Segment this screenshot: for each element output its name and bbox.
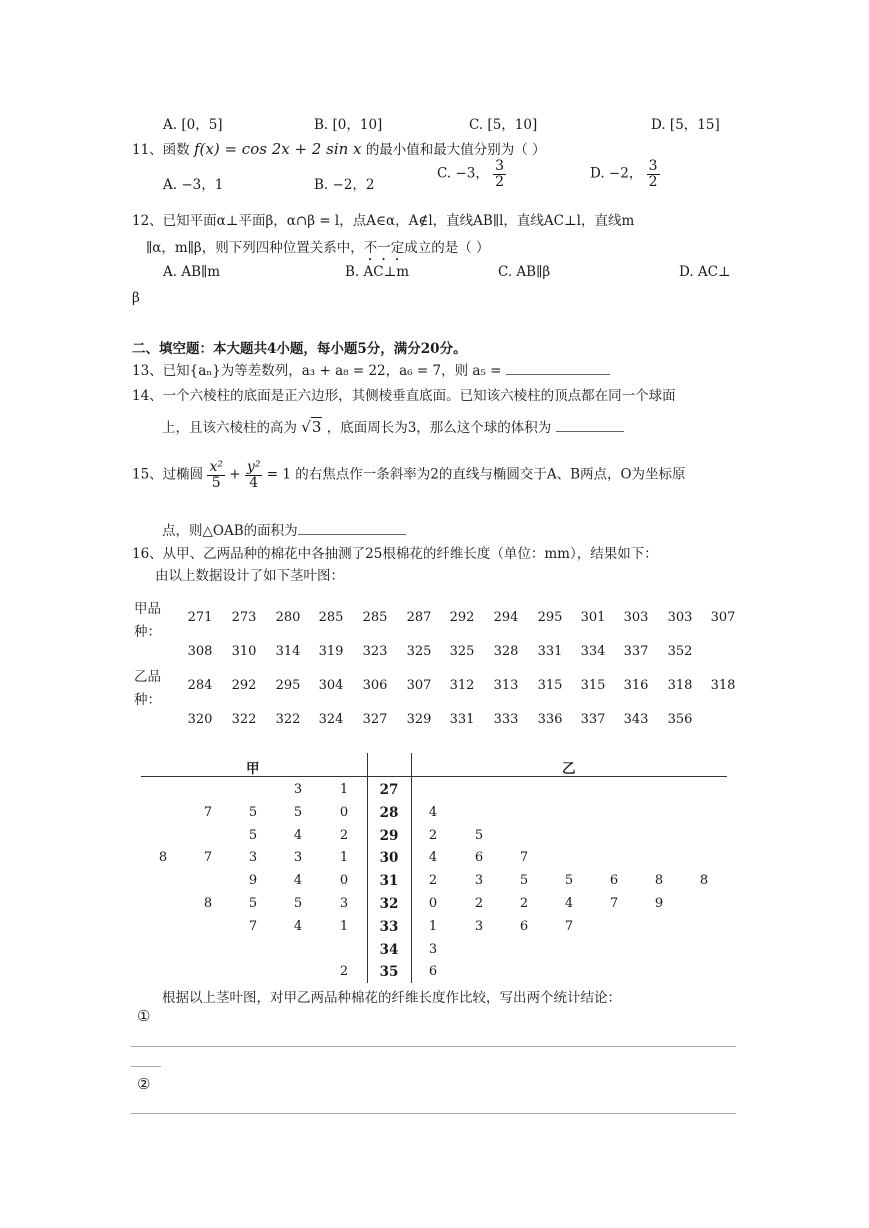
data-cell: 318 [710,678,736,693]
right-leaf: 2 [519,896,529,911]
data-cell: 324 [318,712,344,727]
data-cell: 285 [318,610,344,625]
stemleaf-left-header: 甲 [246,761,260,777]
left-leaf: 5 [248,827,258,843]
answer-line-2[interactable] [131,1113,736,1114]
right-leaf: 7 [609,896,619,911]
q11-suffix: 的最小值和最大值分别为（ ） [365,142,546,158]
right-leaf: 8 [699,873,709,889]
fraction-denominator: 2 [648,173,658,190]
left-leaf: 0 [339,804,349,820]
stem-value: 30 [379,850,399,867]
stem-value: 28 [379,804,399,821]
q12-option-a: A. AB∥m [163,264,221,280]
data-cell: 301 [580,610,606,625]
right-leaf: 3 [428,941,438,957]
fraction-numerator: 3 [648,158,658,174]
data-cell: 280 [275,610,301,625]
right-leaf: 6 [474,850,484,866]
stemleaf-right-header: 乙 [562,761,576,777]
q11-question [132,138,546,158]
right-leaf: 3 [474,873,484,889]
right-leaf: 6 [519,918,529,934]
fraction-denominator: 5 [211,474,221,491]
stem-value: 32 [379,896,399,912]
right-leaf: 4 [428,804,438,820]
q14-line2-suffix: ，底面周长为3，那么这个球的体积为 [326,420,556,436]
left-leaf: 0 [339,873,349,889]
right-leaf: 9 [654,896,664,911]
q15-prefix: 15、过椭圆 [132,466,204,483]
right-leaf: 2 [428,827,438,843]
left-leaf: 4 [293,918,303,934]
q15-answer-blank[interactable] [298,534,406,535]
q11-option-d [590,159,660,189]
q11-option-d-prefix: D. −2， [590,165,643,182]
q12-option-b: B. AC⊥m [345,264,410,280]
sqrt-radicand: 3 [311,418,322,436]
stem-value: 33 [379,918,399,935]
left-leaf: 8 [203,896,213,911]
stemleaf-header-divider [141,776,727,777]
q11-option-b: B. −2，2 [314,177,375,193]
q11-option-a: A. −3，1 [163,177,224,193]
q11-option-d-fraction [647,159,660,189]
right-leaf: 5 [474,827,484,843]
data-cell: 284 [187,678,213,693]
left-leaf: 1 [339,782,349,797]
data-cell: 307 [406,678,432,693]
plus-sign: + [229,466,241,483]
q15-suffix: 的右焦点作一条斜率为2的直线与椭圆交于A、B两点，O为坐标原 [295,466,686,483]
right-leaf: 6 [428,964,438,980]
right-leaf: 4 [428,850,438,866]
right-leaf: 8 [654,873,664,889]
left-leaf: 7 [248,918,258,934]
ellipse-term-x [207,460,225,490]
left-leaf: 3 [293,850,303,866]
q13-answer-blank[interactable] [506,374,610,375]
data-cell: 325 [406,644,432,659]
left-leaf: 3 [248,850,258,866]
q12-line1: 12、已知平面α⊥平面β，α∩β = l，点A∈α，A∉l，直线AB∥l，直线AC⊥l，直线m [132,213,635,229]
ellipse-term-y [245,460,263,490]
q12-option-c: C. AB∥β [498,264,551,280]
data-cell: 336 [537,712,563,727]
data-cell: 329 [406,712,432,727]
right-leaf: 4 [564,896,574,911]
fraction-numerator: y² [246,459,261,475]
left-leaf: 3 [293,782,303,797]
left-leaf: 5 [248,804,258,820]
data-cell: 308 [187,644,213,659]
data-cell: 303 [667,610,693,625]
right-leaf: 6 [609,873,619,889]
stem-value: 35 [379,964,399,981]
q12-line2-prefix: ∥α，m∥β，则下列四种位置关系中， [146,240,364,256]
data-cell: 333 [493,712,519,727]
q16-line1: 16、从甲、乙两品种的棉花中各抽测了25根棉花的纤维长度（单位：mm），结果如下： [132,546,658,562]
left-leaf: 4 [293,873,303,889]
left-leaf: 8 [158,850,168,866]
stem-value: 29 [379,827,399,844]
data-cell: 315 [580,678,606,693]
data-cell: 315 [537,678,563,693]
left-leaf: 2 [339,964,349,980]
q12-option-d-wrap: β [132,290,140,306]
q11-prefix: 11、函数 [132,142,190,158]
yi-label-1: 乙品 [134,669,161,685]
q11-option-c-prefix: C. −3， [437,165,489,182]
q11-option-c-fraction [493,159,506,189]
q11-function: f(x) = cos 2x + 2 sin x [193,140,362,158]
data-cell: 352 [667,644,693,659]
stem-value: 31 [379,873,399,890]
q10-option-d: D. [5，15] [651,117,720,133]
right-leaf: 2 [428,873,438,889]
data-cell: 314 [275,644,301,659]
data-cell: 323 [362,644,388,659]
data-cell: 322 [231,712,257,727]
q12-option-d: D. AC⊥ [679,264,731,280]
q10-option-a: A. [0，5] [163,117,223,133]
conclusion-marker-1: ① [137,1007,151,1025]
conclusion-prompt: 根据以上茎叶图，对甲乙两品种棉花的纤维长度作比较，写出两个统计结论： [162,990,621,1006]
data-cell: 313 [493,678,519,693]
fraction-numerator: x² [209,459,223,475]
data-cell: 331 [449,712,475,727]
fraction-numerator: 3 [495,158,505,174]
data-cell: 304 [318,678,344,693]
q14-line1: 14、一个六棱柱的底面是正六边形，其侧棱垂直底面。已知该六棱柱的顶点都在同一个球面 [132,388,676,404]
sqrt-symbol: √3 [301,418,322,436]
conclusion-marker-2: ② [137,1075,151,1093]
right-leaf: 3 [474,918,484,934]
q13-text: 13、已知{aₙ}为等差数列，a₃ + a₈ = 22，a₆ = 7，则 a₅ = [132,363,506,379]
data-cell: 328 [493,644,519,659]
q11-option-c [437,159,506,189]
right-leaf: 7 [564,918,574,934]
data-cell: 337 [580,712,606,727]
data-cell: 320 [187,712,213,727]
answer-line-1[interactable] [131,1046,736,1047]
data-cell: 318 [667,678,693,693]
yi-label-2: 种： [134,692,161,708]
left-leaf: 4 [293,827,303,843]
q12-line2 [146,236,490,264]
q10-option-c: C. [5，10] [469,117,538,133]
data-cell: 356 [667,712,693,727]
left-leaf: 7 [203,804,213,820]
data-cell: 343 [623,712,649,727]
data-cell: 295 [537,610,563,625]
section-title: 二、填空题：本大题共4小题，每小题5分，满分20分。 [132,341,467,357]
data-cell: 331 [537,644,563,659]
q14-answer-blank[interactable] [556,431,624,432]
data-cell: 307 [710,610,736,625]
left-leaf: 5 [293,804,303,820]
stem-value: 27 [379,782,399,798]
right-leaf: 7 [519,850,529,866]
data-cell: 295 [275,678,301,693]
left-leaf: 9 [248,873,258,889]
data-cell: 271 [187,610,213,625]
left-leaf: 3 [339,896,349,911]
fraction-denominator: 4 [249,474,259,491]
stem-value: 34 [379,941,399,958]
data-cell: 327 [362,712,388,727]
left-leaf: 2 [339,827,349,843]
data-cell: 294 [493,610,519,625]
right-leaf: 0 [428,896,438,911]
data-cell: 337 [623,644,649,659]
data-cell: 310 [231,644,257,659]
q10-option-b: B. [0，10] [314,117,383,133]
left-leaf: 5 [248,896,258,911]
q13-question [132,359,610,379]
data-cell: 312 [449,678,475,693]
q15-line2-text: 点，则△OAB的面积为 [162,523,298,539]
left-leaf: 7 [203,850,213,866]
left-leaf: 1 [339,850,349,866]
equals-one: = 1 [266,466,291,483]
data-cell: 303 [623,610,649,625]
left-leaf: 5 [293,896,303,911]
data-cell: 319 [318,644,344,659]
right-leaf: 1 [428,918,438,934]
jia-label-2: 种： [134,624,161,640]
right-leaf: 5 [564,873,574,889]
q15-line1 [132,460,686,490]
data-cell: 292 [449,610,475,625]
q14-line2-prefix: 上，且该六棱柱的高为 [162,420,297,436]
data-cell: 306 [362,678,388,693]
data-cell: 322 [275,712,301,727]
data-cell: 316 [623,678,649,693]
q12-emphasis: 不一定 [363,240,405,256]
q14-line2 [162,416,624,436]
data-cell: 325 [449,644,475,659]
data-cell: 334 [580,644,606,659]
left-leaf: 1 [339,918,349,934]
jia-label-1: 甲品 [134,601,161,617]
right-leaf: 2 [474,896,484,911]
q15-line2 [162,519,406,539]
data-cell: 292 [231,678,257,693]
data-cell: 273 [231,610,257,625]
data-cell: 287 [406,610,432,625]
q16-line2: 由以上数据设计了如下茎叶图： [155,568,344,584]
data-cell: 285 [362,610,388,625]
q12-line2-suffix: 成立的是（ ） [404,240,490,256]
right-leaf: 5 [519,873,529,889]
answer-line-1-overflow [131,1066,161,1067]
fraction-denominator: 2 [495,173,505,190]
